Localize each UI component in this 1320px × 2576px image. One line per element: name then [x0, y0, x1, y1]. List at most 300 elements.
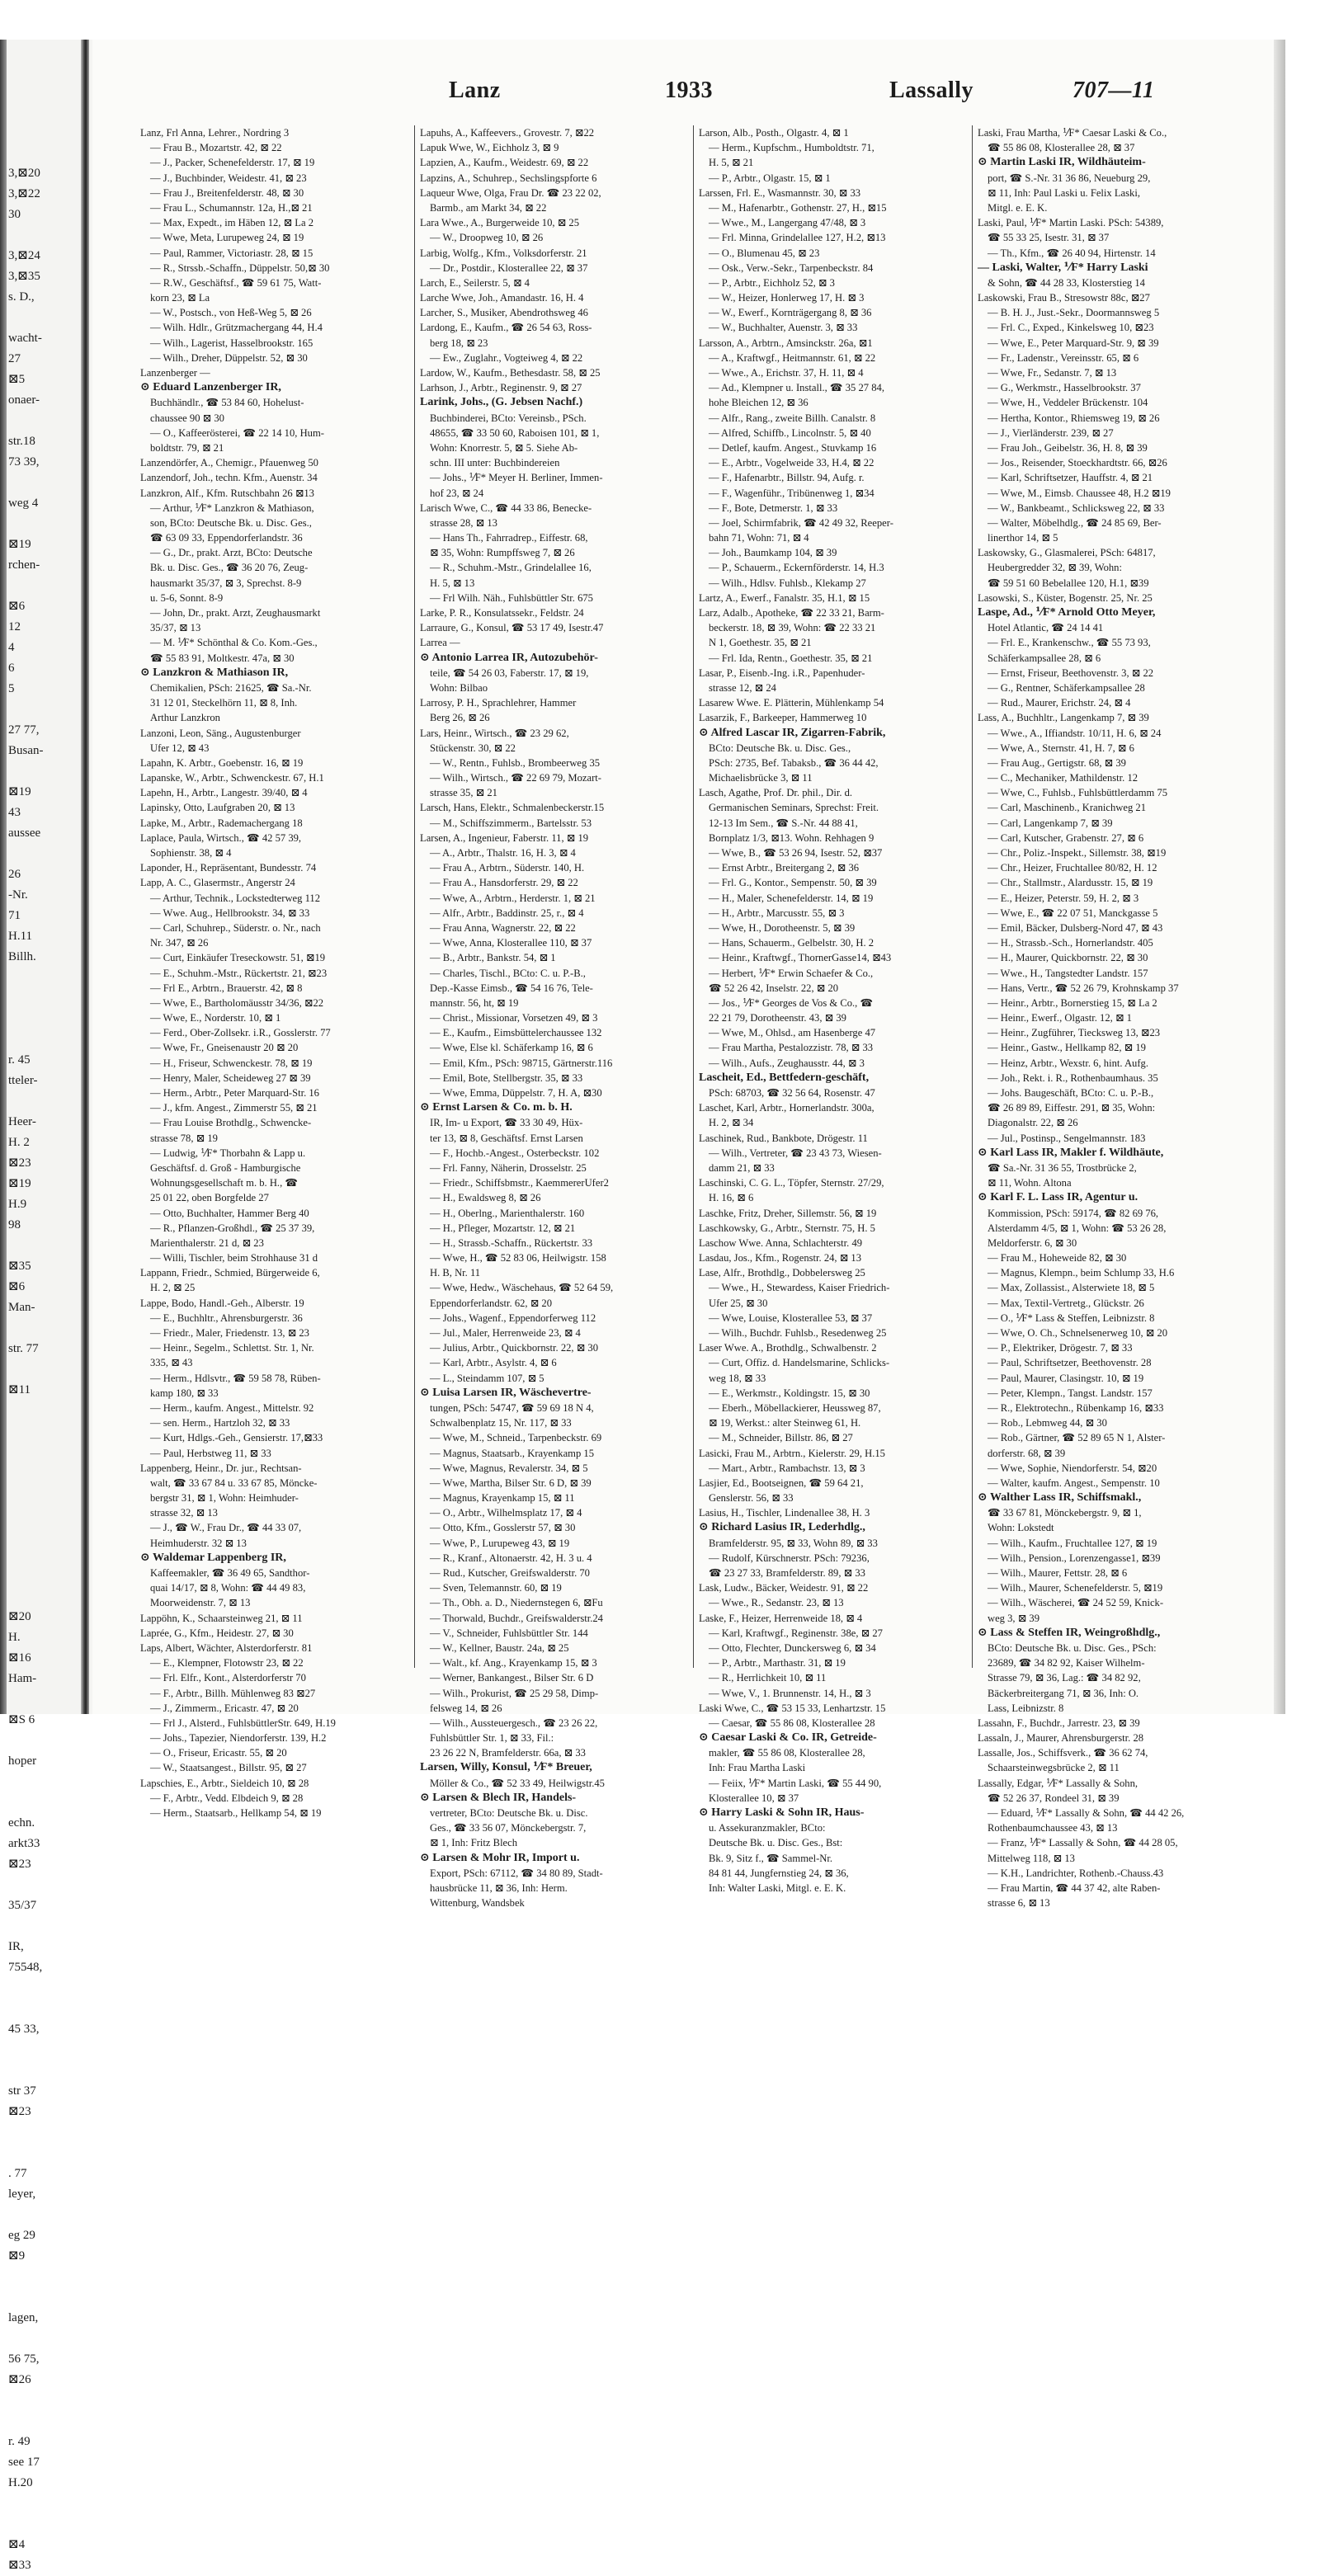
directory-entry: linerthor 14, ⊠ 5 [988, 532, 1058, 544]
margin-fragment: 71 [8, 909, 21, 922]
directory-entry: — Max, Zollassist., Alsterwiete 18, ⊠ 5 [988, 1282, 1155, 1294]
directory-entry: — Wwe, A., Sternstr. 41, H. 7, ⊠ 6 [988, 742, 1134, 754]
directory-entry: — Frau Anna, Wagnerstr. 22, ⊠ 22 [430, 921, 576, 934]
directory-entry: Kaffeemakler, ☎ 36 49 65, Sandthor- [150, 1567, 310, 1579]
directory-entry: bergstr 31, ⊠ 1, Wohn: Heimhuder- [150, 1492, 299, 1505]
margin-fragment: rchen- [8, 558, 40, 572]
directory-entry: — Frau Joh., Geibelstr. 36, H. 8, ⊠ 39 [988, 441, 1148, 454]
directory-entry: & Sohn, ☎ 44 28 33, Klosterstieg 14 [988, 276, 1145, 289]
directory-entry: — W., Droopweg 10, ⊠ 26 [430, 232, 544, 244]
directory-entry: Lassaln, J., Maurer, Ahrensburgerstr. 28 [978, 1732, 1144, 1745]
margin-fragment [8, 1483, 79, 1504]
directory-entry: Lasdau, Jos., Kfm., Rogenstr. 24, ⊠ 13 [699, 1252, 861, 1264]
margin-fragment [8, 1091, 79, 1112]
directory-entry: felsweg 14, ⊠ 26 [430, 1702, 502, 1714]
margin-fragment: ⊠S 6 [8, 1713, 35, 1726]
margin-fragment: H.20 [8, 2476, 33, 2489]
directory-entry: — Henry, Maler, Scheideweg 27 ⊠ 39 [150, 1071, 311, 1084]
margin-fragment: 5 [8, 682, 15, 695]
directory-entry: son, BCto: Deutsche Bk. u. Disc. Ges., [150, 516, 312, 529]
directory-entry: ⊙ Luisa Larsen IR, Wäschevertre- [420, 1386, 592, 1399]
directory-entry: — J., ☎ W., Frau Dr., ☎ 44 33 07, [150, 1522, 302, 1534]
directory-entry: — Wwe, Magnus, Revalerstr. 34, ⊠ 5 [430, 1462, 588, 1474]
margin-fragment: ⊠6 [8, 600, 26, 613]
directory-entry: — Wwe., H., Stewardess, Kaiser Friedrich- [709, 1282, 890, 1294]
directory-entry: — H., Maler, Schenefelderstr. 14, ⊠ 19 [709, 892, 874, 904]
directory-entry: — Wilh., Maurer, Fettstr. 28, ⊠ 6 [988, 1567, 1128, 1579]
directory-entry: Buchhändlr., ☎ 53 84 60, Hohelust- [150, 397, 304, 409]
directory-entry: berg 18, ⊠ 23 [430, 337, 488, 349]
directory-entry: — Jos., ⅟F* Georges de Vos & Co., ☎ [709, 996, 874, 1009]
margin-fragment: 98 [8, 1218, 21, 1231]
directory-entry: u. 5-6, Sonnt. 8-9 [150, 591, 224, 604]
margin-fragment: eg 29 [8, 2229, 35, 2242]
directory-entry: Larrosy, P. H., Sprachlehrer, Hammer [420, 697, 577, 709]
directory-entry: — Wwe, H., Veddeler Brückenstr. 104 [988, 397, 1148, 409]
directory-entry: — Wilh., Wäscherei, ☎ 24 52 59, Knick- [988, 1597, 1164, 1609]
directory-entry: — W., Heizer, Honlerweg 17, H. ⊠ 3 [709, 292, 865, 304]
directory-entry: Laschow Wwe. Anna, Schlachterstr. 49 [699, 1236, 863, 1249]
margin-fragment [8, 844, 79, 864]
directory-entry: — Frau M., Hoheweide 82, ⊠ 30 [988, 1252, 1127, 1264]
directory-entry: Wittenburg, Wandsbek [430, 1897, 525, 1910]
directory-entry: — P., Arbtr., Olgastr. 15, ⊠ 1 [709, 172, 831, 184]
directory-entry: vertreter, BCto: Deutsche Bk. u. Disc. [430, 1807, 588, 1819]
directory-entry: Laski, Paul, ⅟F* Martin Laski. PSch: 54389, [978, 217, 1164, 229]
margin-fragment [8, 2122, 79, 2143]
directory-entry: — Wilh., Kaufm., Fruchtallee 127, ⊠ 19 [988, 1537, 1157, 1549]
margin-fragment [8, 968, 79, 988]
directory-entry: hohe Bleichen 12, ⊠ 36 [709, 397, 808, 409]
directory-entry: — Rud., Maurer, Erichstr. 24, ⊠ 4 [988, 697, 1131, 709]
directory-entry: Lassahn, F., Buchdr., Jarrestr. 23, ⊠ 39 [978, 1717, 1140, 1729]
directory-entry: Bramfelderstr. 95, ⊠ 33, Wohn 89, ⊠ 33 [709, 1537, 878, 1549]
directory-entry: — E., Arbtr., Vogelweide 33, H.4, ⊠ 22 [709, 457, 874, 469]
margin-fragment: H.9 [8, 1198, 27, 1211]
directory-entry: quai 14/17, ⊠ 8, Wohn: ☎ 44 49 83, [150, 1582, 306, 1594]
directory-entry: — O., Kaffeerösterei, ☎ 22 14 10, Hum- [150, 426, 324, 439]
directory-entry: Lapanske, W., Arbtr., Schwenckestr. 67, H.1 [140, 772, 324, 784]
directory-entry: ⊙ Martin Laski IR, Wildhäuteim- [978, 156, 1146, 169]
directory-entry: Larink, Johs., (G. Jebsen Nachf.) [420, 396, 583, 409]
directory-entry: — Heinr., Segelm., Schlettst. Str. 1, Nr. [150, 1342, 314, 1354]
margin-fragment: r. 49 [8, 2435, 31, 2448]
directory-entry: kamp 180, ⊠ 33 [150, 1387, 219, 1399]
margin-fragment [8, 1236, 79, 1256]
directory-entry: Barmb., am Markt 34, ⊠ 22 [430, 201, 547, 214]
directory-entry: walt, ☎ 33 67 84 u. 33 67 85, Möncke- [150, 1476, 318, 1489]
directory-entry: — Wilh., Dreher, Düppelstr. 52, ⊠ 30 [150, 351, 308, 364]
directory-entry: ter 13, ⊠ 8, Geschäftsf. Ernst Larsen [430, 1132, 583, 1144]
directory-entry: ☎ 55 83 91, Moltkestr. 47a, ⊠ 30 [150, 652, 295, 664]
margin-fragment: ⊠26 [8, 2373, 31, 2386]
margin-fragment [8, 473, 79, 493]
directory-entry: Lardong, E., Kaufm., ☎ 26 54 63, Ross- [420, 322, 592, 334]
margin-fragment: ⊠19 [8, 1177, 31, 1190]
directory-entry: beckerstr. 18, ⊠ 39, Wohn: ☎ 22 33 21 [709, 622, 876, 634]
margin-fragment [8, 2143, 79, 2164]
directory-entry: Laspe, Ad., ⅟F* Arnold Otto Meyer, [978, 606, 1156, 619]
directory-entry: — A., Arbtr., Thalstr. 16, H. 3, ⊠ 4 [430, 847, 576, 859]
directory-entry: Eppendorferlandstr. 62, ⊠ 20 [430, 1297, 553, 1309]
directory-entry: — Carl, Schuhrep., Süderstr. o. Nr., nach [150, 921, 321, 934]
directory-entry: — Rob., Gärtner, ☎ 52 89 65 N 1, Alster- [988, 1432, 1166, 1444]
margin-fragment: see 17 [8, 2456, 40, 2469]
margin-fragment: tteler- [8, 1074, 38, 1087]
directory-entry: Diagonalstr. 22, ⊠ 26 [988, 1117, 1078, 1129]
directory-entry: — Kurt, Hdlgs.-Geh., Gensierstr. 17,⊠33 [150, 1432, 323, 1444]
directory-entry: ☎ 55 86 08, Klosterallee 28, ⊠ 37 [988, 142, 1135, 154]
directory-entry: Inh: Frau Martha Laski [709, 1762, 806, 1774]
directory-entry: Lapp, A. C., Glasermstr., Angerstr 24 [140, 877, 295, 889]
margin-fragment [8, 1772, 79, 1792]
directory-entry: Lanzendörfer, A., Chemigr., Pfauenweg 50 [140, 457, 318, 469]
directory-entry: boldtstr. 79, ⊠ 21 [150, 441, 224, 454]
directory-entry: Hotel Atlantic, ☎ 24 14 41 [988, 622, 1104, 634]
directory-entry: Lara Wwe., A., Burgerweide 10, ⊠ 25 [420, 217, 579, 229]
directory-columns [135, 125, 1253, 1910]
directory-entry: — Carl, Kutscher, Grabenstr. 27, ⊠ 6 [988, 831, 1144, 844]
header-year: 1933 [665, 78, 713, 103]
directory-entry: — Wwe, O. Ch., Schnelsenerweg 10, ⊠ 20 [988, 1327, 1168, 1339]
margin-fragment [8, 1586, 79, 1607]
directory-entry: — Wilh., Buchdr. Fuhlsb., Resedenweg 25 [709, 1327, 887, 1339]
directory-entry: Lappann, Friedr., Schmied, Bürgerweide 6, [140, 1267, 320, 1279]
directory-entry: — Wwe, Meta, Lurupeweg 24, ⊠ 19 [150, 232, 304, 244]
directory-entry: Meldorferstr. 6, ⊠ 30 [988, 1236, 1077, 1249]
directory-entry: — Wwe, C., Fuhlsb., Fuhlsbüttlerdamm 75 [988, 787, 1168, 799]
directory-entry: ⊙ Ernst Larsen & Co. m. b. H. [420, 1101, 573, 1114]
margin-fragment [8, 1009, 79, 1029]
directory-entry: — Max, Expedt., im Häben 12, ⊠ La 2 [150, 217, 314, 229]
directory-entry: Larhson, J., Arbtr., Reginenstr. 9, ⊠ 27 [420, 382, 582, 394]
directory-entry: — Wwe, E., ☎ 22 07 51, Manckgasse 5 [988, 907, 1158, 919]
directory-entry: Larcher, S., Musiker, Abendrothsweg 46 [420, 307, 588, 319]
directory-entry: — Hans, Schauerm., Gelbelstr. 30, H. 2 [709, 937, 874, 949]
directory-entry: — Karl, Arbtr., Asylstr. 4, ⊠ 6 [430, 1357, 557, 1369]
directory-entry: — Johs., ⅟F* Meyer H. Berliner, Immen- [430, 472, 603, 484]
margin-fragment [8, 411, 79, 431]
directory-entry: Stückenstr. 30, ⊠ 22 [430, 742, 516, 754]
margin-fragment [8, 1731, 79, 1751]
directory-entry: ⊙ Alfred Lascar IR, Zigarren-Fabrik, [699, 726, 886, 739]
directory-entry: — sen. Herm., Hartzloh 32, ⊠ 33 [150, 1417, 290, 1429]
margin-fragment [8, 2060, 79, 2081]
directory-entry: — Wilh., Aufs., Zeughausstr. 44, ⊠ 3 [709, 1057, 865, 1069]
directory-entry: — E., Buchhltr., Ahrensburgerstr. 36 [150, 1312, 303, 1324]
directory-entry: — Paul, Schriftsetzer, Beethovenstr. 28 [988, 1357, 1152, 1369]
directory-entry: Lapschies, E., Arbtr., Sieldeich 10, ⊠ 28 [140, 1777, 309, 1789]
directory-entry: Laski Wwe, C., ☎ 53 15 33, Lenhartzstr. 15 [699, 1702, 886, 1714]
directory-entry: — Heinr., Zugführer, Tiecksweg 13, ⊠23 [988, 1027, 1161, 1039]
header-left-keyword: Lanz [449, 78, 501, 103]
directory-entry: — F., Arbtr., Vedd. Elbdeich 9, ⊠ 28 [150, 1792, 304, 1804]
directory-entry: — Frau Louise Brothdlg., Schwencke- [150, 1117, 312, 1129]
margin-fragment [8, 2040, 79, 2060]
directory-entry: — Hertha, Kontor., Rhiemsweg 19, ⊠ 26 [988, 412, 1160, 424]
margin-fragment: 3,⊠24 [8, 249, 40, 262]
margin-fragment: 26 [8, 868, 21, 881]
directory-entry: ⊙ Richard Lasius IR, Lederhdlg., [699, 1521, 865, 1534]
margin-fragment [8, 225, 79, 246]
directory-entry: — Eduard, ⅟F* Lassally & Sohn, ☎ 44 42 26, [988, 1807, 1185, 1819]
directory-entry: hausmarkt 35/37, ⊠ 3, Sprechst. 8-9 [150, 577, 302, 589]
directory-entry: — J., Vierländerstr. 239, ⊠ 27 [988, 426, 1114, 439]
header-page-number: 707—11 [1072, 78, 1155, 103]
directory-entry: ⊙ Waldemar Lappenberg IR, [140, 1551, 286, 1564]
directory-entry: — P., Arbtr., Eichholz 52, ⊠ 3 [709, 276, 835, 289]
directory-entry: — Magnus, Krayenkamp 15, ⊠ 11 [430, 1492, 575, 1505]
directory-entry: tungen, PSch: 54747, ☎ 59 69 18 N 4, [430, 1401, 594, 1414]
directory-entry: Lappenberg, Heinr., Dr. jur., Rechtsan- [140, 1462, 302, 1474]
directory-entry: — Wilh., Lagerist, Hasselbrookstr. 165 [150, 337, 314, 349]
directory-entry: Laqueur Wwe, Olga, Frau Dr. ☎ 23 22 02, [420, 186, 601, 199]
directory-entry: — Wwe, Sophie, Niendorferstr. 54, ⊠20 [988, 1462, 1157, 1474]
directory-entry: Dep.-Kasse Eimsb., ☎ 54 16 76, Tele- [430, 982, 593, 994]
directory-entry: Larssen, Frl. E., Wasmannstr. 30, ⊠ 33 [699, 186, 861, 199]
directory-entry: — Wwe, Fr., Gneisenaustr 20 ⊠ 20 [150, 1042, 299, 1054]
directory-entry: Lapzien, A., Kaufm., Weidestr. 69, ⊠ 22 [420, 157, 589, 169]
margin-fragment [8, 2390, 79, 2411]
directory-entry: Lase, Alfr., Brothdlg., Dobbelersweg 25 [699, 1267, 865, 1279]
directory-entry: ☎ 55 33 25, Isestr. 31, ⊠ 37 [988, 232, 1110, 244]
directory-entry: Marienthalerstr. 21 d, ⊠ 23 [150, 1236, 264, 1249]
directory-entry: Laschet, Karl, Arbtr., Hornerlandstr. 300a, [699, 1102, 874, 1114]
directory-entry: Lapahn, K. Arbtr., Goebenstr. 16, ⊠ 19 [140, 756, 304, 769]
directory-entry: — Sven, Telemannstr. 60, ⊠ 19 [430, 1582, 562, 1594]
directory-entry: — Ew., Zuglahr., Vogteiweg 4, ⊠ 22 [430, 351, 583, 364]
margin-fragment: 56 75, [8, 2352, 40, 2366]
directory-entry: Lappöhn, K., Schaarsteinweg 21, ⊠ 11 [140, 1612, 303, 1624]
directory-entry: korn 23, ⊠ La [150, 292, 210, 304]
directory-entry: — Wwe, M., Ohlsd., am Hasenberge 47 [709, 1027, 876, 1039]
directory-entry: — H., Arbtr., Marcusstr. 55, ⊠ 3 [709, 907, 845, 919]
directory-entry: — Frl. Elfr., Kont., Alsterdorferstr 70 [150, 1672, 306, 1684]
directory-entry: — F., Hochb.-Angest., Osterbeckstr. 102 [430, 1147, 600, 1159]
directory-entry: — Frau B., Mozartstr. 42, ⊠ 22 [150, 142, 282, 154]
directory-entry: H. 5, ⊠ 13 [430, 577, 475, 589]
margin-fragment: wacht- [8, 332, 42, 345]
directory-entry: — P., Schauerm., Eckernförderstr. 14, H.3 [709, 562, 884, 574]
directory-entry: — Wilh., Maurer, Schenefelderstr. 5, ⊠19 [988, 1582, 1163, 1594]
directory-entry: Ufer 25, ⊠ 30 [709, 1297, 768, 1309]
directory-entry: — Joh., Baumkamp 104, ⊠ 39 [709, 547, 837, 559]
margin-fragment [8, 2411, 79, 2432]
directory-entry: — F., Bote, Detmerstr. 1, ⊠ 33 [709, 502, 838, 514]
directory-entry: — Frl J., Alsterd., FuhlsbüttlerStr. 649, H.19 [150, 1717, 336, 1729]
directory-entry: — Arthur, Technik., Lockstedterweg 112 [150, 892, 321, 904]
directory-entry: Laskowski, Frau B., Stresowstr 88c, ⊠27 [978, 292, 1150, 304]
margin-fragment: ⊠23 [8, 2105, 31, 2118]
margin-fragment: 3,⊠35 [8, 270, 40, 283]
directory-entry: — Werner, Bankangest., Bilser Str. 6 D [430, 1672, 594, 1684]
margin-fragment: echn. [8, 1816, 35, 1830]
directory-entry: — Heinr., Gastw., Hellkamp 82, ⊠ 19 [988, 1042, 1146, 1054]
directory-entry: — M. ⅟F* Schönthal & Co. Kom.-Ges., [150, 637, 318, 649]
directory-entry: — H., Maurer, Quickbornstr. 22, ⊠ 30 [988, 952, 1148, 964]
directory-entry: — Curt, Einkäufer Treseckowstr. 51, ⊠19 [150, 952, 326, 964]
directory-entry: — Ferd., Ober-Zollsekr. i.R., Gosslerstr. 77 [150, 1027, 331, 1039]
directory-entry: — B. H. J., Just.-Sekr., Doormannsweg 5 [988, 307, 1160, 319]
directory-entry: — Heinz, Arbtr., Wexstr. 6, hint. Aufg. [988, 1057, 1148, 1069]
margin-fragment: 73 39, [8, 455, 40, 469]
directory-entry: — Heinr., Ewerf., Olgastr. 12, ⊠ 1 [988, 1012, 1132, 1024]
directory-entry: — Karl, Kraftwgf., Reginenstr. 38e, ⊠ 27 [709, 1627, 883, 1639]
directory-entry: ⊙ Lass & Steffen IR, Weingroßhdlg., [978, 1626, 1161, 1639]
directory-entry: — Curt, Offiz. d. Handelsmarine, Schlicks- [709, 1357, 890, 1369]
directory-entry: Schäferkampsallee 28, ⊠ 6 [988, 652, 1101, 664]
directory-entry: weg 3, ⊠ 39 [988, 1612, 1040, 1624]
directory-entry: — Franz, ⅟F* Lassally & Sohn, ☎ 44 28 05, [988, 1837, 1178, 1849]
directory-entry: Lanzoni, Leon, Säng., Augustenburger [140, 727, 301, 739]
directory-entry: ⊙ Lanzkron & Mathiason IR, [140, 666, 289, 679]
margin-fragment: ⊠11 [8, 1383, 31, 1396]
directory-entry: 84 81 44, Jungfernstieg 24, ⊠ 36, [709, 1867, 849, 1879]
directory-entry: Lapehn, H., Arbtr., Langestr. 39/40, ⊠ 4 [140, 787, 308, 799]
directory-entry: — E., Werkmstr., Koldingstr. 15, ⊠ 30 [709, 1387, 870, 1399]
directory-entry: ☎ 23 27 33, Bramfelderstr. 89, ⊠ 33 [709, 1567, 865, 1579]
directory-entry: N 1, Goethestr. 35, ⊠ 21 [709, 637, 812, 649]
directory-entry: Larraure, G., Konsul, ☎ 53 17 49, Isestr.47 [420, 622, 604, 634]
directory-entry: — Karl, Schriftsetzer, Hauffstr. 4, ⊠ 21 [988, 472, 1153, 484]
directory-entry: — R.W., Geschäftsf., ☎ 59 61 75, Watt- [150, 276, 322, 289]
directory-entry: Bäckerbreitergang 71, ⊠ 36, Inh: O. [988, 1687, 1139, 1699]
directory-entry: ⊠ 19, Werkst.: alter Steinweg 61, H. [709, 1417, 861, 1429]
directory-entry: — Wilh., Aussteuergesch., ☎ 23 26 22, [430, 1717, 598, 1729]
directory-entry: Larbig, Wolfg., Kfm., Volksdorferstr. 21 [420, 247, 587, 259]
directory-entry: ⊠ 1, Inh: Fritz Blech [430, 1837, 518, 1849]
directory-entry: — Wwe, Martha, Bilser Str. 6 D, ⊠ 39 [430, 1476, 592, 1489]
margin-fragment [8, 1401, 79, 1421]
margin-fragment [8, 1566, 79, 1586]
directory-entry: — E., Heizer, Peterstr. 59, H. 2, ⊠ 3 [988, 892, 1139, 904]
directory-entry: Lass, A., Buchhltr., Langenkamp 7, ⊠ 39 [978, 712, 1149, 724]
directory-entry: Laps, Albert, Wächter, Alsterdorferstr. 81 [140, 1641, 313, 1654]
directory-entry: — Ernst Arbtr., Breitergang 2, ⊠ 36 [709, 862, 860, 874]
directory-entry: teile, ☎ 54 26 03, Faberstr. 17, ⊠ 19, [430, 666, 589, 679]
directory-entry: Larisch Wwe, C., ☎ 44 33 86, Benecke- [420, 502, 592, 514]
directory-entry: — Otto, Kfm., Gosslerstr 57, ⊠ 30 [430, 1522, 576, 1534]
directory-entry: — Wwe, P., Lurupeweg 43, ⊠ 19 [430, 1537, 570, 1549]
directory-entry: — Th., Kfm., ☎ 26 40 94, Hirtenstr. 14 [988, 247, 1156, 259]
directory-entry: Schwalbenplatz 15, Nr. 117, ⊠ 33 [430, 1417, 572, 1429]
directory-entry: H. 2, ⊠ 34 [709, 1117, 754, 1129]
margin-fragment: str.18 [8, 435, 35, 448]
directory-entry: ⊠ 11, Wohn. Altona [988, 1177, 1072, 1189]
directory-entry: Bk. 9, Sitz f., ☎ Sammel-Nr. [709, 1852, 833, 1864]
directory-entry: — Julius, Arbtr., Quickbornstr. 22, ⊠ 30 [430, 1342, 599, 1354]
margin-fragment: 4 [8, 641, 15, 654]
directory-entry: — Heinr., Kraftwgf., ThornerGasse14, ⊠43 [709, 952, 892, 964]
margin-fragment [8, 1421, 79, 1442]
directory-entry: — Wilh., Vertreter, ☎ 23 43 73, Wiesen- [709, 1147, 882, 1159]
column-1 [135, 125, 414, 1819]
margin-fragment: ⊠6 [8, 1280, 26, 1293]
margin-fragment: aussee [8, 826, 41, 840]
margin-fragment [8, 1442, 79, 1462]
directory-entry: — Detlef, kaufm. Angest., Stuvkamp 16 [709, 441, 877, 454]
directory-entry: ⊙ Larsen & Mohr IR, Import u. [420, 1851, 580, 1864]
directory-entry: — Frl E., Arbtrn., Brauerstr. 42, ⊠ 8 [150, 982, 303, 994]
margin-fragment: weg 4 [8, 497, 39, 510]
directory-entry: — Wilh., Prokurist, ☎ 25 29 58, Dimp- [430, 1687, 599, 1699]
directory-entry: — C., Mechaniker, Mathildenstr. 12 [988, 772, 1138, 784]
directory-entry: port, ☎ S.-Nr. 31 36 86, Neueburg 29, [988, 172, 1151, 184]
directory-entry: Lasowski, S., Küster, Bogenstr. 25, Nr. 25 [978, 591, 1153, 604]
directory-entry: ☎ 33 67 81, Mönckebergstr. 9, ⊠ 1, [988, 1507, 1142, 1519]
margin-fragment [8, 2267, 79, 2287]
margin-fragment: ⊠20 [8, 1610, 31, 1623]
directory-entry: Heubergredder 32, ⊠ 39, Wohn: [988, 562, 1122, 574]
directory-entry: Lanzendorf, Joh., techn. Kfm., Auenstr. 34 [140, 472, 318, 484]
directory-entry: — Frl. Minna, Grindelallee 127, H.2, ⊠13 [709, 232, 886, 244]
margin-fragment: ⊠19 [8, 785, 31, 798]
directory-entry: — Paul, Herbstweg 11, ⊠ 33 [150, 1447, 271, 1459]
margin-fragment [8, 1029, 79, 1050]
directory-entry: — E., Klempner, Flotowstr 23, ⊠ 22 [150, 1657, 304, 1669]
directory-entry: H. 5, ⊠ 21 [709, 157, 754, 169]
margin-fragment [8, 1359, 79, 1380]
directory-entry: strasse 32, ⊠ 13 [150, 1507, 218, 1519]
directory-entry: Lapinsky, Otto, Laufgraben 20, ⊠ 13 [140, 802, 295, 814]
directory-entry: — J., kfm. Angest., Zimmerstr 55, ⊠ 21 [150, 1102, 318, 1114]
directory-entry: Lappe, Bodo, Handl.-Geh., Alberstr. 19 [140, 1297, 304, 1309]
margin-fragment: str 37 [8, 2084, 36, 2098]
directory-entry: — V., Schneider, Fuhlsbüttler Str. 144 [430, 1627, 588, 1639]
margin-fragment: 12 [8, 620, 21, 633]
margin-fragment [8, 2287, 79, 2308]
margin-fragment: ⊠23 [8, 1858, 31, 1871]
margin-fragment: onaer- [8, 393, 40, 407]
margin-fragment [8, 1318, 79, 1339]
directory-entry: strasse 78, ⊠ 19 [150, 1132, 218, 1144]
directory-entry: Germanischen Seminars, Sprechst: Freit. [709, 802, 879, 814]
directory-entry: Lanzkron, Alf., Kfm. Rutschbahn 26 ⊠13 [140, 487, 314, 499]
directory-entry: — Rud., Kutscher, Greifswalderstr. 70 [430, 1567, 590, 1579]
directory-entry: — O., Blumenau 45, ⊠ 23 [709, 247, 820, 259]
directory-entry: Inh: Walter Laski, Mitgl. e. E. K. [709, 1881, 846, 1894]
margin-fragment [8, 308, 79, 328]
margin-fragment: 75548, [8, 1961, 43, 1974]
directory-entry: Ges., ☎ 33 56 07, Mönckebergstr. 7, [430, 1822, 587, 1834]
directory-entry: — Herbert, ⅟F* Erwin Schaefer & Co., [709, 967, 874, 979]
margin-fragment [8, 1504, 79, 1524]
directory-entry: — M., Schiffszimmerm., Bartelsstr. 53 [430, 817, 592, 829]
directory-entry: — Wwe, E., Bartholomäusstr 34/36, ⊠22 [150, 996, 324, 1009]
directory-entry: ☎ 52 26 37, Rondeel 31, ⊠ 39 [988, 1792, 1120, 1804]
directory-entry: ☎ 63 09 33, Eppendorferlandstr. 36 [150, 532, 303, 544]
directory-entry: Lasjier, Ed., Bootseignen, ☎ 59 64 21, [699, 1476, 864, 1489]
directory-entry: ⊙ Walther Lass IR, Schiffsmakl., [978, 1491, 1142, 1505]
directory-entry: Arthur Lanzkron [150, 712, 220, 724]
directory-entry: hausbrücke 11, ⊠ 36, Inh: Herm. [430, 1881, 568, 1894]
directory-entry: Michaelisbrücke 3, ⊠ 11 [709, 772, 813, 784]
directory-entry: — Wwe, Anna, Klosterallee 110, ⊠ 37 [430, 937, 592, 949]
directory-entry: — Magnus, Staatsarb., Krayenkamp 15 [430, 1447, 595, 1459]
directory-entry: — Otto, Buchhalter, Hammer Berg 40 [150, 1207, 309, 1219]
directory-entry: Wohn: Lokstedt [988, 1522, 1054, 1534]
directory-entry: — Wwe, E., Peter Marquard-Str. 9, ⊠ 39 [988, 337, 1159, 349]
column-2 [414, 125, 693, 1910]
directory-entry: — Frl. Ida, Rentn., Goethestr. 35, ⊠ 21 [709, 652, 873, 664]
margin-fragment [8, 1462, 79, 1483]
directory-entry: — F., Hafenarbtr., Billstr. 94, Aufg. r. [709, 472, 865, 484]
directory-entry: — W., Postsch., von Heß-Weg 5, ⊠ 26 [150, 307, 312, 319]
margin-fragment [8, 576, 79, 596]
directory-entry: Alsterdamm 4/5, ⊠ 1, Wohn: ☎ 53 26 28, [988, 1222, 1167, 1234]
directory-entry: Laschke, Fritz, Dreher, Sillemstr. 56, ⊠ 19 [699, 1207, 877, 1219]
directory-entry: Laser Wwe. A., Brothdlg., Schwalbenstr. 2 [699, 1342, 877, 1354]
